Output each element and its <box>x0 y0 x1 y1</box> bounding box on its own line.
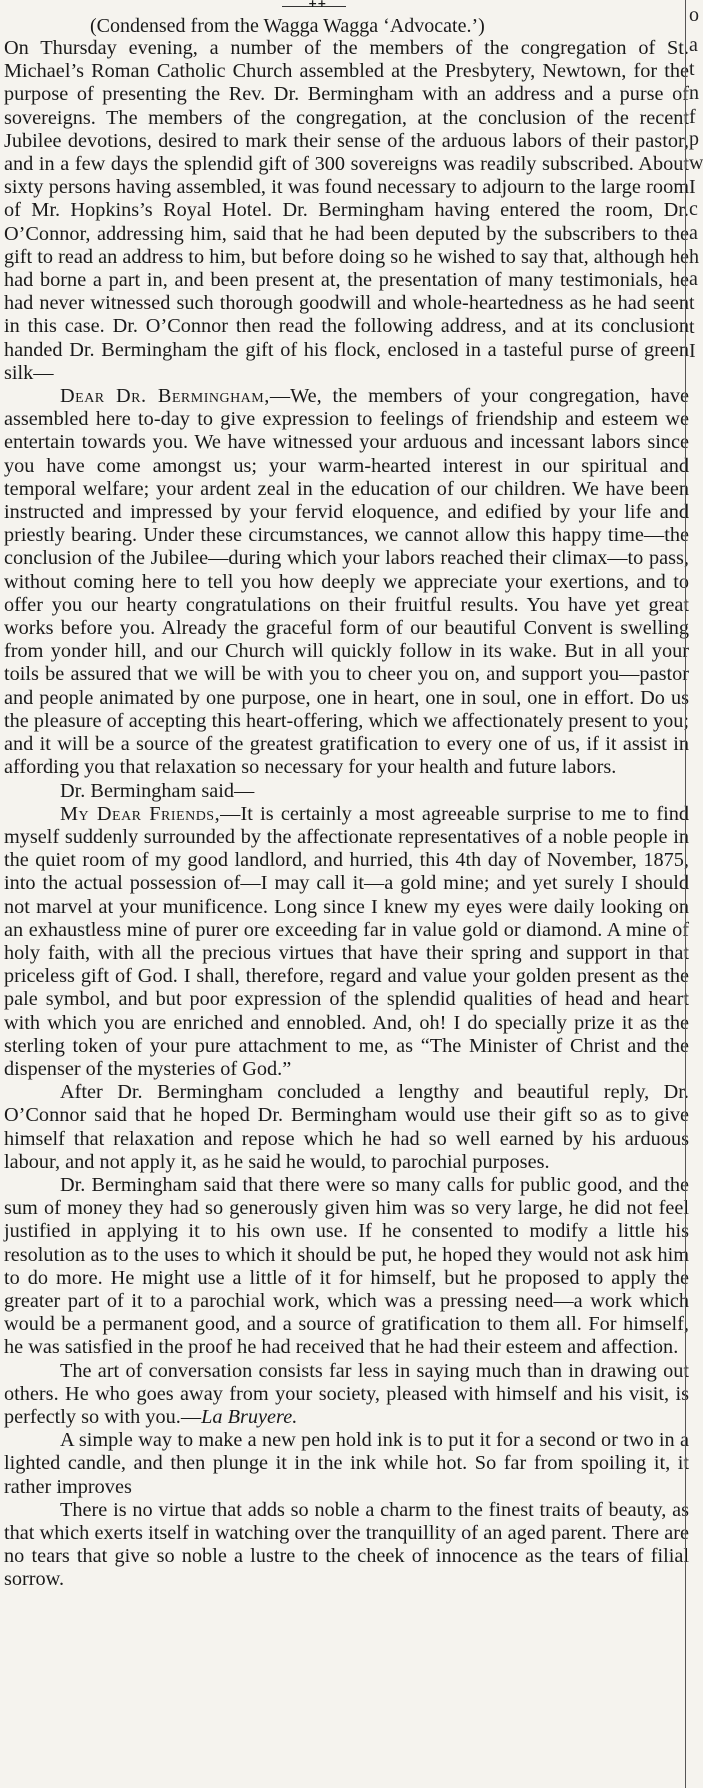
address-text: —We, the members of your congregation, have assembled here to-day to give expression to feelings of friendship and esteem we entertain towards you. We have witnessed your arduous and incessant labors since you have come amongst us; your warm-hearted interest in our spiritual and temporal welfare; your ardent zeal in the education of our children. We have been instructed and impressed by your fervid eloquence, and edified by your life and priestly bearing. Under these circumstances, we cannot allow this happy time—the conclusion of the Jubilee—during which your labors reached their climax—to pass, without coming here to tell you how deeply we appreciate your exertions, and to offer you our hearty congratulations on their fruitful results. You have yet great works before you. Already the graceful form of our beautiful Convent is swelling from yonder hill, and our Church will quickly follow in its wake. But in all your toils be assured that we will be with you to cheer you on, and support you—pastor and people animated by one purpose, one in heart, one in soul, one in effort. Do us the pleasure of accepting this heart-offering, which we affectionately present to you; and it will be a source of the greatest gratification to every one of us, if it assist in affording you that relaxation so necessary for your health and future labors. <box>4 385 689 779</box>
reply-text: —It is certainly a most agreeable surprise to me to find myself suddenly surrounded by the affectionate representatives of a noble people in the quiet room of my good landlord, and hurried, this 4th day of November, 1875, into the actual possession of—I may call it—a gold mine; and yet surely I should not marvel at your munificence. Long since I knew my eyes were daily looking on an exhaustless mine of purer ore exceeding far in value gold or diamond. A mine of holy faith, with all the precious virtues that have their spring and support in that priceless gift of God. I shall, therefore, regard and value your golden present as the pale symbol, and but poor expression of the splendid qualities of head and heart with which you are enriched and ennobled. And, oh! I do specially prize it as the sterling token of your pure attachment to me, as “The Minister of Christ and the dispenser of the mysteries of God.” <box>4 802 689 1080</box>
article-source-heading: (Condensed from the Wagga Wagga ‘Advocate.’) <box>90 15 485 37</box>
edge-letter: a <box>689 268 698 290</box>
edge-letter: t <box>689 292 695 314</box>
paragraph-filial-virtue: There is no virtue that adds so noble a charm to the finest traits of beauty, as that which exerts itself in watching over the tranquillity of an aged parent. There are no tears that give so noble a lustre to the cheek of innocence as the tears of filial sorrow. <box>4 1498 689 1591</box>
ornamental-rule <box>282 0 346 10</box>
adjacent-column-edge <box>685 0 703 1788</box>
edge-letter: c <box>689 198 698 220</box>
article-body <box>4 37 689 1592</box>
edge-letter: p <box>689 128 699 150</box>
edge-letter: t <box>689 58 695 80</box>
rule-ornament: ++ <box>308 0 327 10</box>
address-salutation: Dear Dr. Bermingham, <box>60 385 270 408</box>
paragraph-pen-tip: A simple way to make a new pen hold ink is to put it for a second or two in a lighted candle, and then plunge it in the ink while hot. So far from spoiling it, it rather improves <box>4 1429 689 1498</box>
edge-letter: f <box>689 106 696 128</box>
paragraph-intro: On Thursday evening, a number of the members of the congregation of St. Michael’s Roman Catholic Church assembled at the Presbytery, Newtown, for the purpose of presenting the Rev. Dr. Bermingham with an address and a purse of sovereigns. The members of the congregation, at the conclusion of the recent Jubilee devotions, desired to mark their sense of the arduous labors of their pastor, and in a few days the splendid gift of 300 sovereigns was readily subscribed. About sixty persons having assembled, it was found necessary to adjourn to the large room of Mr. Hopkins’s Royal Hotel. Dr. Bermingham having entered the room, Dr. O’Connor, addressing him, said that he had been deputed by the subscribers to the gift to read an address to him, but before doing so he wished to say that, although he had borne a part in, and been present at, the presentation of many testimonials, he had never witnessed such thorough goodwill and whole-heartedness as he had seen in this case. Dr. O’Connor then read the following address, and at its conclusion handed Dr. Bermingham the gift of his flock, enclosed in a tasteful purse of green silk— <box>4 37 689 384</box>
paragraph-reply-intro: Dr. Bermingham said— <box>60 779 255 802</box>
edge-letter: a <box>689 34 698 56</box>
conversation-text: The art of conversation consists far less in saying much than in drawing out others. He who goes away from your society, pleased with himself and his visit, is perfectly so with you.— <box>4 1359 689 1428</box>
edge-letter: a <box>689 222 698 244</box>
paragraph-conversation <box>4 1360 689 1430</box>
edge-letter: t <box>689 316 695 338</box>
paragraph-bermingham-response: Dr. Bermingham said that there were so many calls for public good, and the sum of money they had so generously given him was so very large, he did not feel justified in applying it to his own use. If he consented to modify a little his resolution as to the uses to which it should be put, he hoped they would not ask him to do more. He might use a little of it for himself, but he proposed to apply the greater part of it to a parochial work, which was a pressing need—a work which would be a permanent good, and a source of gratification to them all. For himself, he was satisfied in the proof he had received that he had their esteem and affection. <box>4 1173 689 1359</box>
edge-letter: o <box>689 4 699 26</box>
conversation-attribution: La Bruyere. <box>201 1405 298 1428</box>
edge-letter: I <box>689 176 696 198</box>
paragraph-oconnor: After Dr. Bermingham concluded a lengthy and beautiful reply, Dr. O’Connor said that he hoped Dr. Bermingham would use their gift so as to give himself that relaxation and repose which he had so well earned by his arduous labour, and not apply it, as he said he would, to parochial purposes. <box>4 1081 689 1173</box>
edge-letter: h <box>689 246 699 268</box>
edge-letter: I <box>689 340 696 362</box>
edge-letter: n <box>689 82 699 104</box>
paragraph-address <box>4 385 689 779</box>
paragraph-reply <box>4 803 689 1081</box>
reply-salutation: My Dear Friends, <box>60 802 221 825</box>
edge-letter: w <box>689 152 703 174</box>
